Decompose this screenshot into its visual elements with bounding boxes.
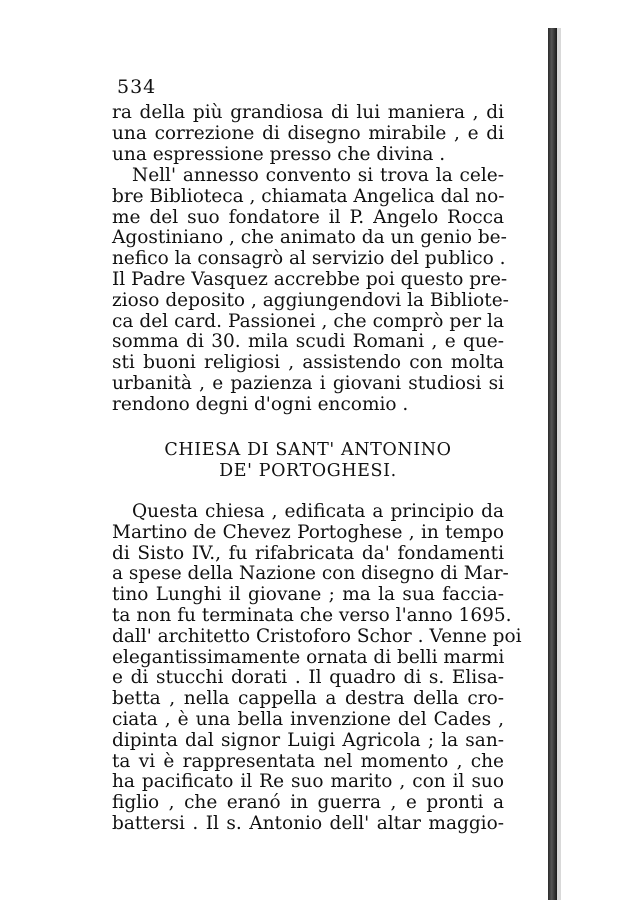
text-line: di Sisto IV., fu rifabricata da' fondamenti bbox=[112, 542, 504, 564]
page-number: 534 bbox=[117, 76, 157, 98]
text-line: sti buoni religiosi , assistendo con molta bbox=[112, 352, 504, 374]
text-line: somma di 30. mila scudi Romani , e que- bbox=[112, 331, 504, 353]
text-line: Nell' annesso convento si trova la cele- bbox=[132, 165, 504, 186]
text-line: bre Biblioteca , chiamata Angelica dal no- bbox=[112, 185, 505, 207]
text-line: una correzione di disegno mirabile , e di bbox=[112, 122, 504, 144]
paragraph-3 bbox=[112, 501, 522, 835]
text-line: Martino de Chevez Portoghese , in tempo bbox=[112, 521, 504, 543]
book-spine-edge bbox=[548, 28, 557, 900]
text-line: figlio , che eranó in guerra , e pronti a bbox=[112, 792, 504, 814]
text-line: ha pacificato il Re suo marito , con il suo bbox=[112, 771, 504, 793]
text-line: Agostiniano , che animato da un genio be- bbox=[112, 227, 507, 249]
text-line: betta , nella cappella a destra della cro- bbox=[112, 688, 504, 710]
text-line: ta vi è rappresentata nel momento , che bbox=[112, 750, 504, 772]
text-line: ca del card. Passionei , che comprò per la bbox=[112, 310, 504, 332]
text-line: urbanità , e pazienza i giovani studiosi si bbox=[112, 372, 504, 394]
text-line: me del suo fondatore il P. Angelo Rocca bbox=[112, 206, 504, 228]
text-line: e di stucchi dorati . Il quadro di s. Elisa- bbox=[112, 667, 504, 689]
section-heading-line-2: DE' PORTOGHESI. bbox=[219, 461, 397, 481]
text-line: zioso deposito , aggiungendovi la Bibliote- bbox=[112, 289, 509, 311]
text-line: ta non fu terminata che verso l'anno 1695. bbox=[112, 604, 512, 626]
text-line: Il Padre Vasquez accrebbe poi questo pre- bbox=[112, 268, 508, 290]
text-line: ra della più grandiosa di lui maniera , di bbox=[112, 102, 504, 123]
book-spine-shadow bbox=[557, 28, 561, 900]
text-line: Questa chiesa , edificata a principio da bbox=[132, 501, 504, 522]
text-line: una espressione presso che divina . bbox=[112, 143, 446, 165]
paragraph-2 bbox=[112, 165, 509, 416]
text-line: tino Lunghi il giovane ; ma la sua faccia- bbox=[112, 584, 504, 606]
text-line: nefico la consagrò al servizio del publico . bbox=[112, 248, 506, 270]
text-line: battersi . Il s. Antonio dell' altar maggio- bbox=[112, 812, 504, 834]
section-heading-line-1: CHIESA DI SANT' ANTONINO bbox=[164, 440, 452, 460]
paragraph-1 bbox=[112, 103, 504, 165]
text-line: dall' architetto Cristoforo Schor . Venne poi bbox=[112, 625, 522, 647]
text-line: elegantissimamente ornata di belli marmi bbox=[112, 646, 505, 668]
text-line: a spese della Nazione con disegno di Mar- bbox=[112, 563, 509, 585]
text-line: ciata , è una bella invenzione del Cades , bbox=[112, 708, 504, 730]
text-line: rendono degni d'ogni encomio . bbox=[112, 393, 409, 415]
text-line: dipinta dal signor Luigi Agricola ; la san- bbox=[112, 729, 504, 751]
